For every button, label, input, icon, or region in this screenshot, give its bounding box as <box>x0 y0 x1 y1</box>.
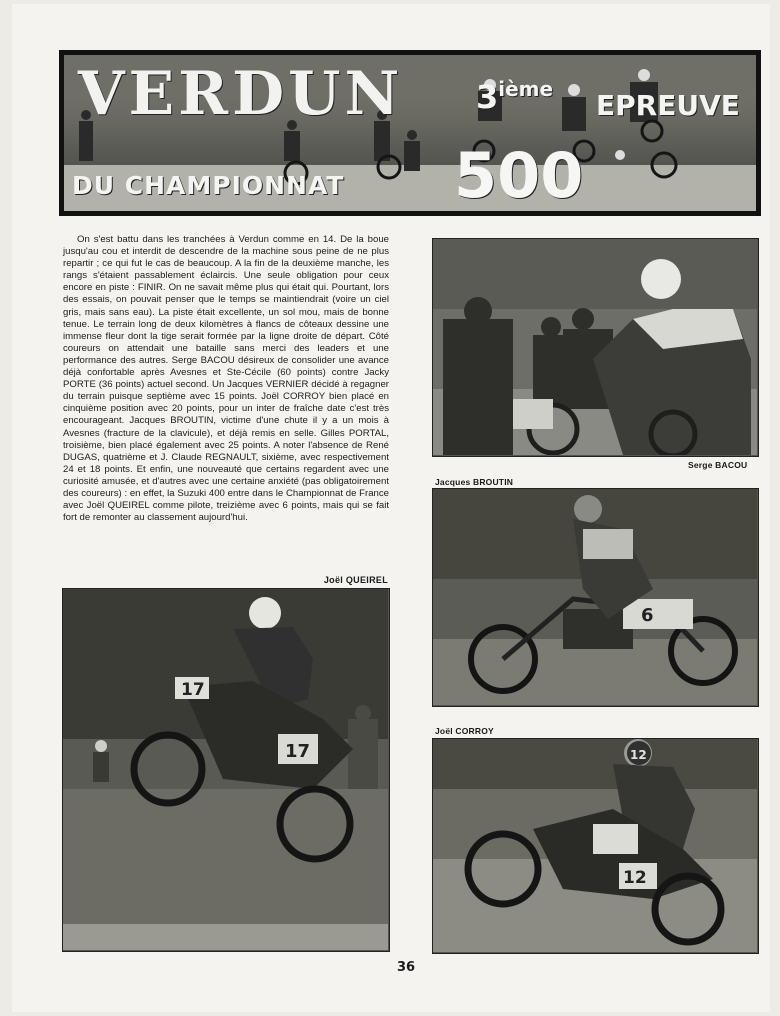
queirel-side-plate: 17 <box>285 741 311 762</box>
banner-ordinal-suffix: ième <box>498 77 554 101</box>
article-author: Joël QUEIREL <box>323 575 388 585</box>
page-number: 36 <box>397 960 416 975</box>
queirel-front-plate: 17 <box>181 680 205 700</box>
caption-jacques-broutin: Jacques BROUTIN <box>435 477 514 487</box>
banner-title: VERDUN <box>78 59 404 129</box>
photo-joel-corroy <box>432 738 759 954</box>
caption-joel-corroy: Joël CORROY <box>435 726 494 736</box>
title-banner <box>59 50 761 216</box>
banner-ordinal <box>476 77 553 116</box>
caption-serge-bacou: Serge BACOU <box>688 460 748 470</box>
photo-jacques-broutin <box>432 488 759 707</box>
article-body: On s'est battu dans les tranchées à Verdun comme en 14. De la boue jusqu'au cou et interdit de descendre de la machine sous peine de ne plus repartir ; ce qui fut le cas de beaucoup. A la fin de la deuxième manche, les rangs s'étaient passablement éclaircis. Une seule obligation pour ceux encore en piste : FINIR. On ne savait même plus qui était qui. Pourtant, lors des essais, on pouvait penser que le temps se maintiendrait (voire un ciel gris, mais sans eau). La piste était excellente, un sol mou, mais de bonne tenue. Le terrain long de deux kilomètres à flancs de côteaux dessine une immense fleur dont la tige serait formée par la ligne droite de départ. Côté coureurs on attendait une bataille sans merci des leaders et une performance des autres. Serge BACOU désireux de consolider une avance déjà confortable après Avesnes et Ste-Cécile (60 points) contre Jacky PORTE (36 points) actuel second. Un Jacques VERNIER décidé à regagner du terrain puisque septième avec 15 points. Joël CORROY bien placé en cinquième position avec 20 points, pour un inter de fraîche date c'est très encourageant. Jacques BROUTIN, victime d'une chute il y a un mois à Avesnes (fracture de la clavicule), et déjà remis en selle. Gilles PORTAL, troisième, bien placé également avec 25 points. A noter l'absence de René DUGAS, quatrième et J. Claude REGNAULT, sixième, avec respectivement 24 et 18 points. Et enfin, une nouveauté que certains regardent avec une curiosité amusée, et d'autres avec une certaine anxiété (pas obligatoirement des coureurs) : en effet, la Suzuki 400 entre dans le Championnat de France avec Joël QUEIREL comme pilote, treizième avec 6 points, mais qui se fait fort de remonter au classement aujourd'hui. <box>63 234 389 524</box>
photo-serge-bacou <box>432 238 759 457</box>
corroy-helmet-number: 12 <box>630 748 647 762</box>
banner-class: 500 <box>454 139 584 211</box>
banner-photo <box>64 55 756 211</box>
broutin-number-plate: 6 <box>641 605 654 626</box>
banner-subtitle: DU CHAMPIONNAT <box>72 171 345 200</box>
photo-joel-queirel-jump <box>62 588 390 952</box>
banner-title-right: EPREUVE <box>596 89 740 122</box>
banner-ordinal-number: 3 <box>476 78 499 116</box>
corroy-side-plate: 12 <box>623 868 647 888</box>
